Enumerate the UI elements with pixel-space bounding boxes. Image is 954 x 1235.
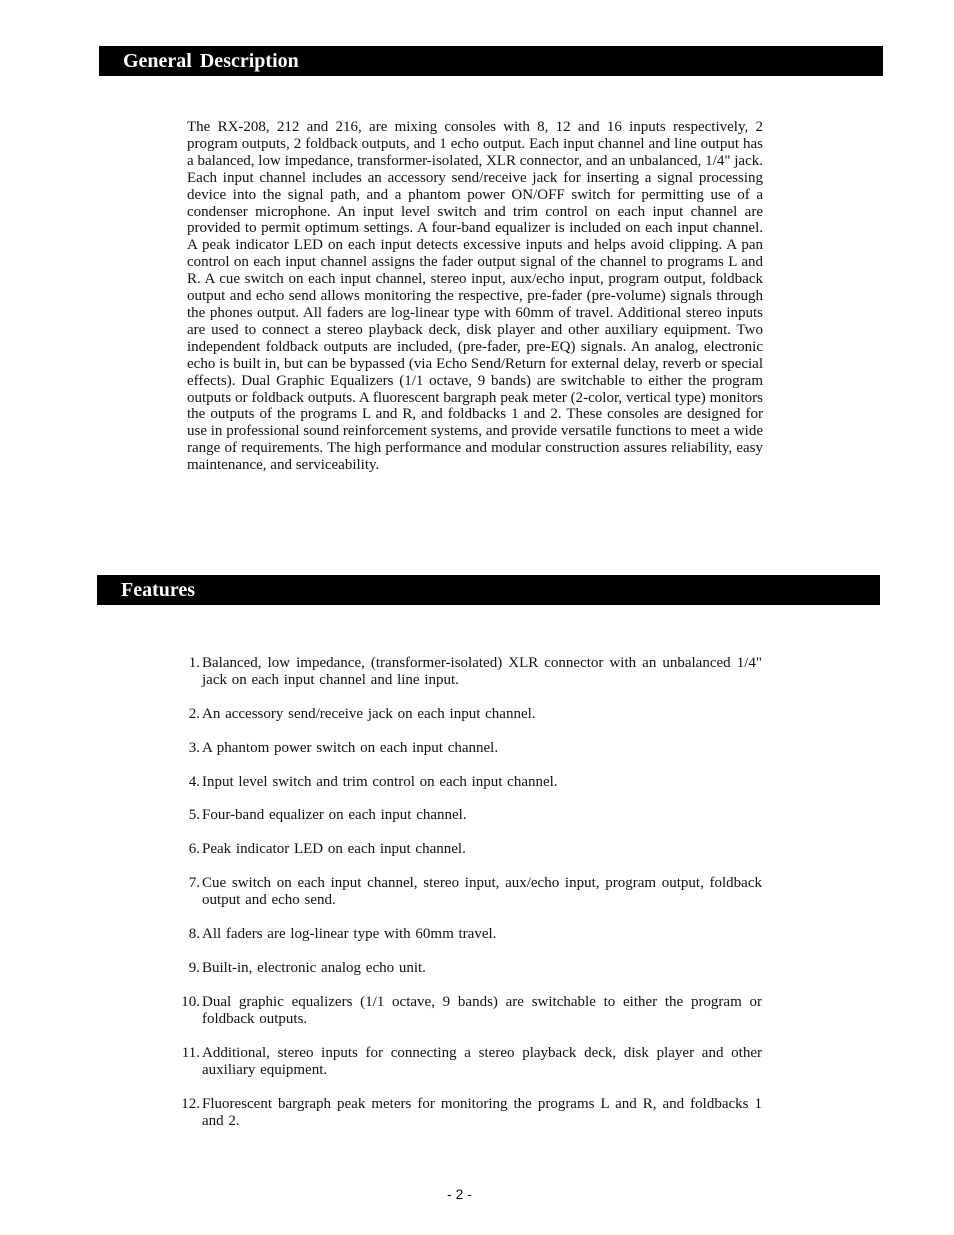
feature-item bbox=[172, 875, 762, 909]
page-number: - 2 - bbox=[447, 1186, 472, 1202]
feature-item bbox=[172, 807, 762, 824]
feature-text: An accessory send/receive jack on each input channel. bbox=[202, 706, 536, 722]
feature-item bbox=[172, 740, 762, 757]
feature-item bbox=[172, 926, 762, 943]
feature-number: 6. bbox=[188, 841, 200, 857]
feature-item bbox=[172, 1045, 762, 1079]
feature-item bbox=[172, 655, 762, 689]
feature-number: 8. bbox=[188, 926, 200, 942]
feature-number: 1. bbox=[188, 655, 200, 671]
feature-text: Four-band equalizer on each input channel. bbox=[202, 807, 467, 823]
feature-text: All faders are log-linear type with 60mm travel. bbox=[202, 926, 497, 942]
feature-number: 4. bbox=[188, 774, 200, 790]
features-heading: Features bbox=[97, 575, 880, 605]
feature-text: Built-in, electronic analog echo unit. bbox=[202, 960, 426, 976]
feature-text: A phantom power switch on each input channel. bbox=[202, 740, 499, 756]
feature-number: 12. bbox=[181, 1096, 200, 1112]
feature-number: 2. bbox=[188, 706, 200, 722]
feature-text: Dual graphic equalizers (1/1 octave, 9 bands) are switchable to either the program or foldback outputs. bbox=[202, 994, 762, 1027]
feature-item bbox=[172, 841, 762, 858]
feature-item bbox=[172, 774, 762, 791]
feature-item bbox=[172, 994, 762, 1028]
feature-text: Additional, stereo inputs for connecting a stereo playback deck, disk player and other auxiliary equipment. bbox=[202, 1045, 762, 1078]
feature-number: 9. bbox=[188, 960, 200, 976]
feature-text: Balanced, low impedance, (transformer-isolated) XLR connector with an unbalanced 1/4" jack on each input channel and line input. bbox=[202, 655, 762, 688]
general-description-heading: General Description bbox=[99, 46, 883, 76]
feature-text: Peak indicator LED on each input channel. bbox=[202, 841, 466, 857]
feature-number: 3. bbox=[188, 740, 200, 756]
feature-item bbox=[172, 1096, 762, 1130]
feature-number: 11. bbox=[181, 1045, 200, 1061]
feature-text: Cue switch on each input channel, stereo input, aux/echo input, program output, foldback output and echo send. bbox=[202, 875, 762, 908]
feature-number: 10. bbox=[181, 994, 200, 1010]
feature-item bbox=[172, 706, 762, 723]
feature-number: 7. bbox=[188, 875, 200, 891]
feature-text: Input level switch and trim control on each input channel. bbox=[202, 774, 558, 790]
general-description-body: The RX-208, 212 and 216, are mixing consoles with 8, 12 and 16 inputs respectively, 2 program outputs, 2 foldback outputs, and 1 echo output. Each input channel and line output has a balanced, low impedance, transformer-isolated, XLR connector, and an unbalanced, 1/4" jack. Each input channel includes an accessory send/receive jack for inserting a signal processing device into the signal path, and a phantom power ON/OFF switch for permitting use of a condenser microphone. An input level switch and trim control on each input channel are provided to permit optimum settings. A four-band equalizer is included on each input channel. A peak indicator LED on each input detects excessive inputs and helps avoid clipping. A pan control on each input channel assigns the fader output signal of the channel to programs L and R. A cue switch on each input channel, stereo input, aux/echo input, program output, foldback output and echo send allows monitoring the respective, pre-fader (pre-volume) signals through the phones output. All faders are log-linear type with 60mm of travel. Additional stereo inputs are used to connect a stereo playback deck, disk player and other auxiliary equipment. Two independent foldback outputs are included, (pre-fader, pre-EQ) signals. An analog, electronic echo is built in, but can be bypassed (via Echo Send/Return for external delay, reverb or special effects). Dual Graphic Equalizers (1/1 octave, 9 bands) are switchable to either the program outputs or foldback outputs. A fluorescent bargraph peak meter (2-color, vertical type) monitors the outputs of the programs L and R, and foldbacks 1 and 2. These consoles are designed for use in professional sound reinforcement systems, and provide versatile functions to meet a wide range of requirements. The high performance and modular construction assures reliability, easy maintenance, and serviceability. bbox=[187, 119, 763, 474]
feature-item bbox=[172, 960, 762, 977]
feature-number: 5. bbox=[188, 807, 200, 823]
feature-text: Fluorescent bargraph peak meters for monitoring the programs L and R, and foldbacks 1 and 2. bbox=[202, 1096, 762, 1129]
